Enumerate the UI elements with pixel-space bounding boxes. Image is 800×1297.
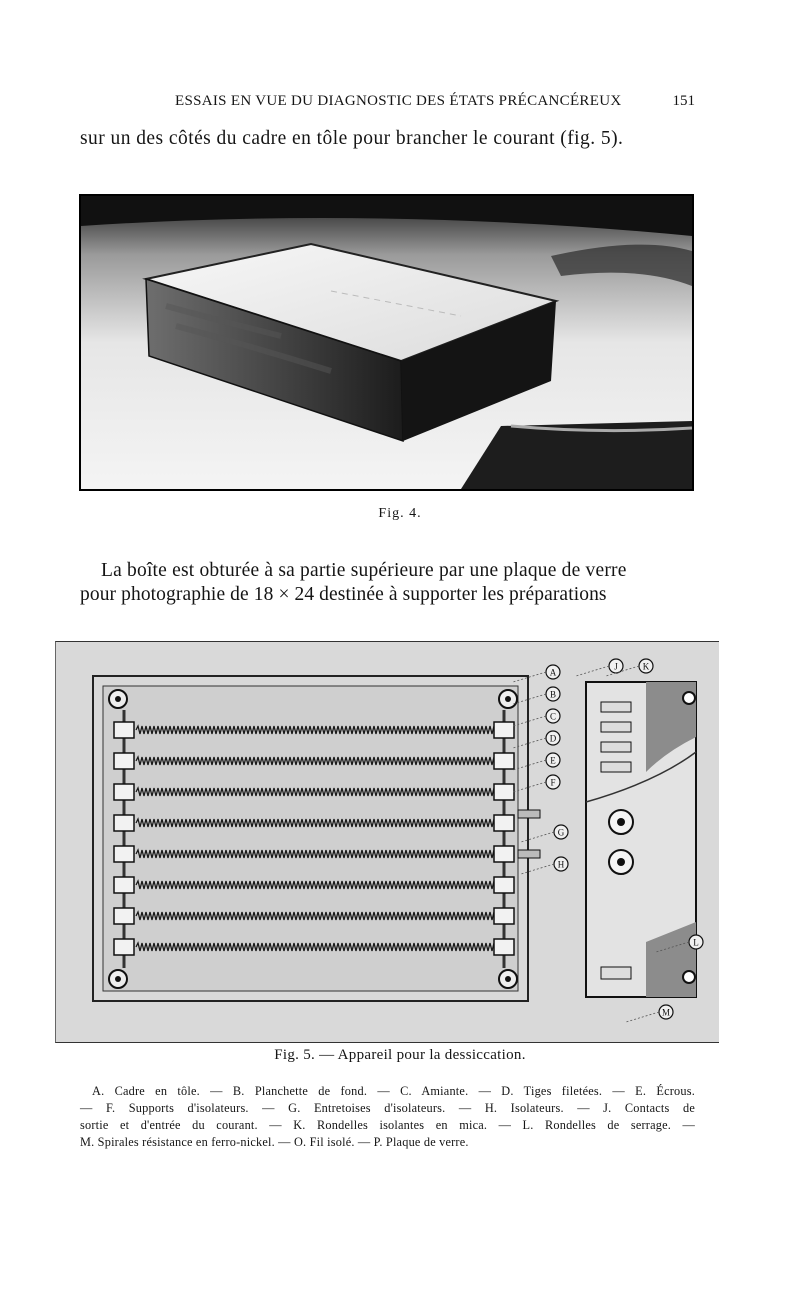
- callout-leader: [626, 1012, 659, 1022]
- body-line-top: sur un des côtés du cadre en tôle pour brancher le courant (fig. 5).: [80, 128, 624, 149]
- insulator-right: [494, 846, 514, 862]
- figure-4-caption: Fig. 4.: [378, 506, 422, 521]
- insulator-right: [494, 908, 514, 924]
- callout-label: B: [549, 689, 557, 700]
- callout-label: H: [557, 859, 565, 870]
- insulator-left: [114, 815, 134, 831]
- callout-label: D: [549, 733, 557, 744]
- figure-5-legend-line-4: M. Spirales résistance en ferro-nickel. — O. Fil isolé. — P. Plaque de verre.: [80, 1135, 469, 1149]
- corner-nut-center: [505, 976, 511, 982]
- figure-4-photograph: [79, 194, 694, 491]
- insulator-right: [494, 753, 514, 769]
- callout-label: A: [549, 667, 557, 678]
- insulator-left: [114, 753, 134, 769]
- section-contact-center: [617, 858, 625, 866]
- page-number: 151: [672, 93, 695, 109]
- callout-label: K: [642, 661, 650, 672]
- insulator-left: [114, 908, 134, 924]
- callout-label: L: [693, 937, 699, 948]
- insulator-right: [494, 815, 514, 831]
- insulator-left: [114, 846, 134, 862]
- section-insulator: [601, 702, 631, 712]
- section-insulator: [601, 742, 631, 752]
- section-bolt: [683, 692, 695, 704]
- figure-5-legend-line-2: — F. Supports d'isolateurs. — G. Entretoises d'isolateurs. — H. Isolateurs. — J. Contacts de: [80, 1101, 695, 1115]
- section-contact-center: [617, 818, 625, 826]
- corner-nut-center: [505, 696, 511, 702]
- callout-label: E: [550, 755, 556, 766]
- callout-label: M: [661, 1007, 671, 1018]
- corner-nut-center: [115, 696, 121, 702]
- figure-5-diagram: [55, 641, 719, 1043]
- paragraph-line-2: pour photographie de 18 × 24 destinée à supporter les préparations: [80, 584, 607, 605]
- callout-leader: [576, 666, 609, 676]
- insulator-right: [494, 722, 514, 738]
- insulator-left: [114, 784, 134, 800]
- figure-5-legend-line-1: A. Cadre en tôle. — B. Planchette de fond. — C. Amiante. — D. Tiges filetées. — E. Écrous.: [92, 1084, 695, 1098]
- callout-label: G: [557, 827, 565, 838]
- current-contact: [518, 850, 540, 858]
- corner-nut-center: [115, 976, 121, 982]
- insulator-right: [494, 939, 514, 955]
- insulator-left: [114, 877, 134, 893]
- section-insulator: [601, 762, 631, 772]
- callout-leader: [521, 832, 554, 842]
- figure-5-legend-line-3: sortie et d'entrée du courant. — K. Rondelles isolantes en mica. — L. Rondelles de serrage. —: [80, 1118, 695, 1132]
- insulator-right: [494, 784, 514, 800]
- section-insulator: [601, 722, 631, 732]
- running-head: [80, 93, 695, 117]
- insulator-right: [494, 877, 514, 893]
- callout-label: J: [614, 661, 618, 672]
- current-contact: [518, 810, 540, 818]
- callout-leader: [521, 864, 554, 874]
- running-title: ESSAIS EN VUE DU DIAGNOSTIC DES ÉTATS PRÉCANCÉREUX: [175, 93, 622, 109]
- callout-label: C: [549, 711, 557, 722]
- section-insulator: [601, 967, 631, 979]
- figure-5-caption: Fig. 5. — Appareil pour la dessiccation.: [274, 1047, 526, 1063]
- insulator-left: [114, 939, 134, 955]
- insulator-left: [114, 722, 134, 738]
- callout-label: F: [550, 777, 556, 788]
- paragraph-line-1: La boîte est obturée à sa partie supérieure par une plaque de verre: [101, 560, 627, 581]
- section-bolt: [683, 971, 695, 983]
